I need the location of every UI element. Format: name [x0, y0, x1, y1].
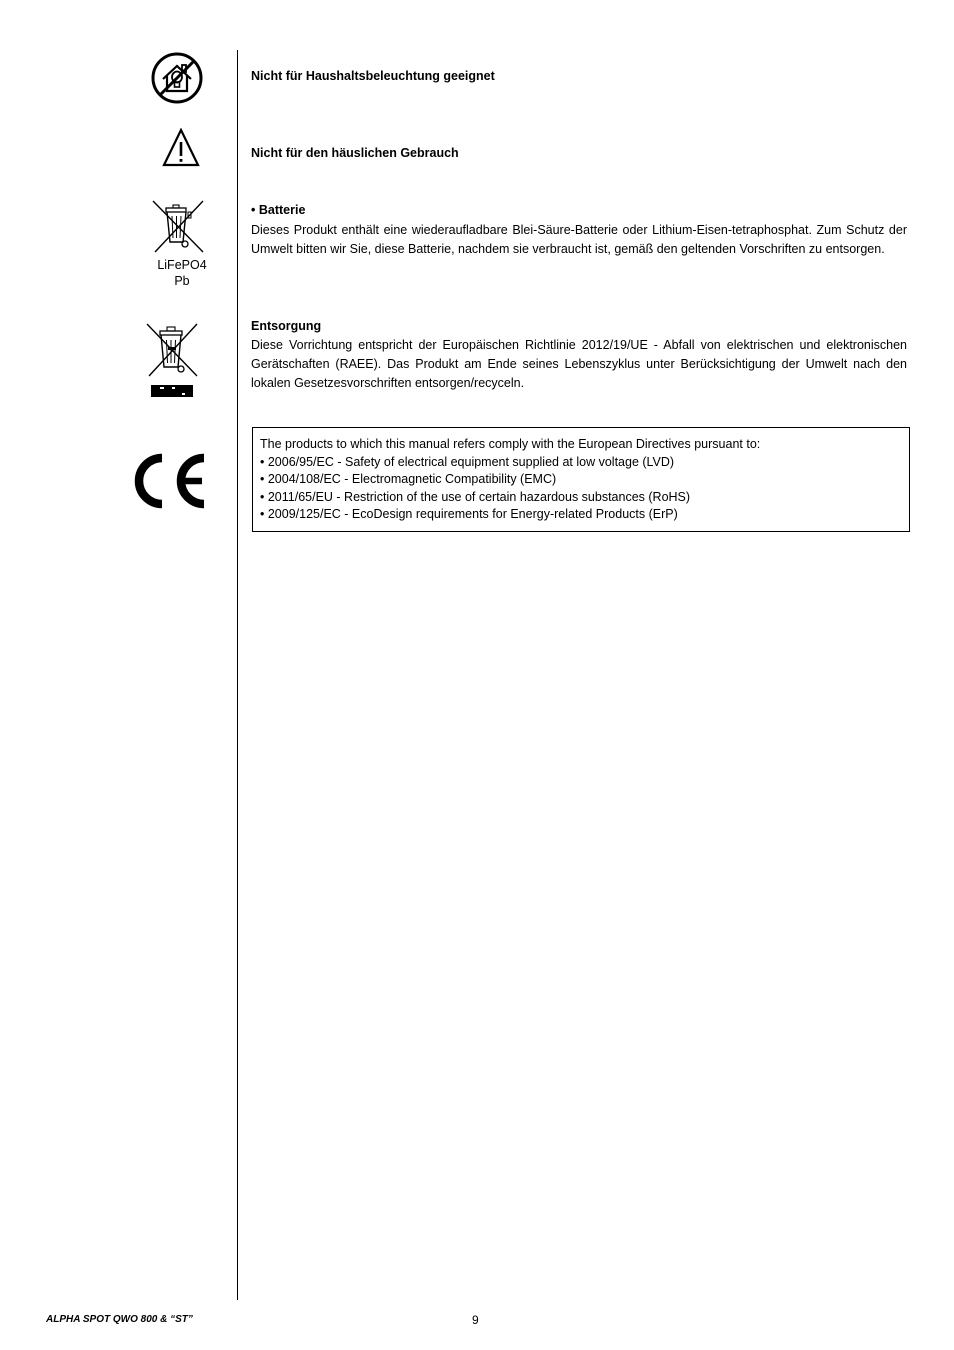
crossed-bin-weee-icon [146, 322, 200, 400]
domestic-heading: Nicht für den häuslichen Gebrauch [251, 146, 459, 160]
ce-directive-item: • 2009/125/EC - EcoDesign requirements for Energy-related Products (ErP) [260, 507, 678, 522]
household-heading: Nicht für Haushaltsbeleuchtung geeignet [251, 69, 495, 83]
footer-product-name: ALPHA SPOT QWO 800 & “ST” [46, 1314, 193, 1325]
battery-text: Dieses Produkt enthält eine wiederaufladbare Blei-Säure-Batterie oder Lithium-Eisen-tetraphosphat. Zum Schutz der Umwelt bitten wir Sie, diese Batterie, nachdem sie verbraucht ist, gemäß den geltenden Vorschriften zu entsorgen. [251, 223, 907, 256]
ce-directive-item: • 2006/95/EC - Safety of electrical equipment supplied at low voltage (LVD) [260, 454, 675, 469]
battery-icon-label-line1: LiFePO4 [157, 258, 207, 272]
battery-heading: • Batterie [251, 203, 306, 217]
ce-intro: The products to which this manual refers comply with the European Directives pursuant to: [260, 437, 761, 451]
disposal-heading: Entsorgung [251, 319, 322, 333]
ce-directive-item: • 2011/65/EU - Restriction of the use of certain hazardous substances (RoHS) [260, 489, 691, 504]
battery-icon-label-line2: Pb [174, 274, 190, 288]
ce-compliance-box [252, 427, 910, 532]
page-number: 9 [472, 1313, 479, 1327]
ce-directive-item: • 2004/108/EC - Electromagnetic Compatibility (EMC) [260, 472, 557, 487]
warning-triangle-icon [162, 128, 200, 168]
disposal-text: Diese Vorrichtung entspricht der Europäischen Richtlinie 2012/19/UE - Abfall von elektrischen und elektronischen Gerätschaften (RAEE). Das Produkt am Ende seines Lebenszyklus unter Berücksichtigung der Umwelt nach den lokalen Gesetzesvorschriften entsorgen/recyceln. [251, 338, 907, 390]
column-divider [237, 50, 238, 1300]
ce-mark-icon [128, 452, 210, 510]
no-household-lighting-icon [151, 52, 203, 104]
battery-icon-label [150, 257, 214, 289]
crossed-bin-battery-icon [152, 200, 205, 254]
